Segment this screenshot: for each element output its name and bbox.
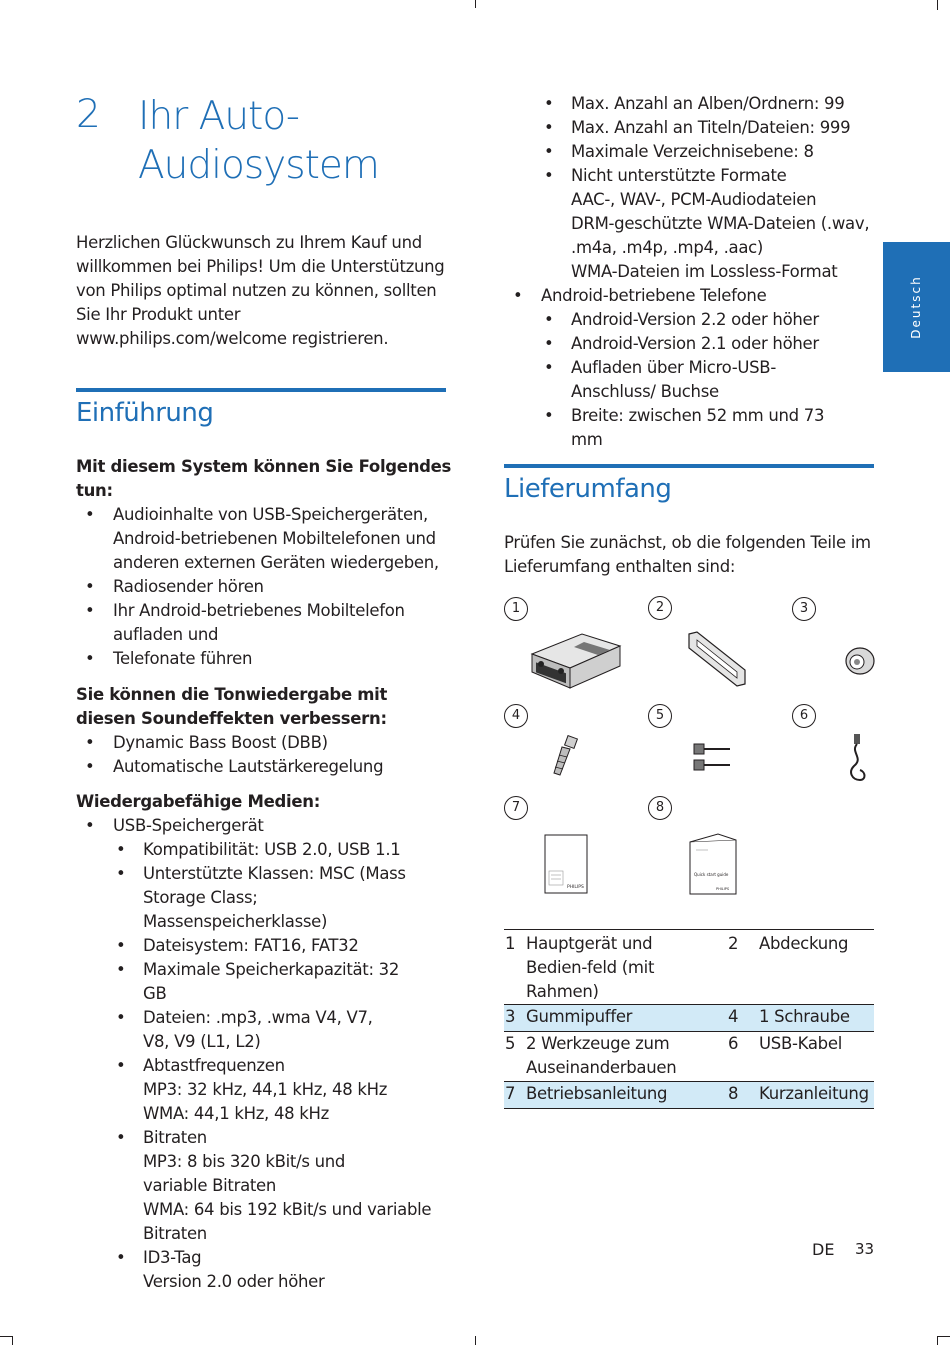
intro-column bbox=[76, 455, 456, 1294]
manual-illustration bbox=[543, 833, 591, 895]
sound-lead: Sie können die Tonwiedergabe mit diesen Soundeffekten verbessern: bbox=[76, 685, 388, 728]
chapter-title-line: Ihr Auto- bbox=[138, 94, 299, 139]
chapter-number: 2 bbox=[76, 92, 100, 137]
unsupported-item: DRM-geschützte WMA-Dateien (.wav, .m4a, .m4p, .mp4, .aac) bbox=[571, 214, 870, 257]
sampling-mp3: MP3: 32 kHz, 44,1 kHz, 48 kHz bbox=[143, 1080, 388, 1099]
chapter-title-line: Audiosystem bbox=[138, 143, 379, 188]
sound-list bbox=[76, 731, 456, 779]
bitrate-wma: WMA: 64 bis 192 kBit/s und variable Bitraten bbox=[143, 1200, 432, 1243]
language-tab-label: Deutsch bbox=[909, 275, 923, 339]
list-item: • Audioinhalte von USB-Speichergeräten, Android-betriebenen Mobiltelefonen und anderen externen Geräten wiedergeben, bbox=[76, 503, 456, 575]
right-column-specs bbox=[504, 92, 879, 452]
list-item: • Breite: zwischen 52 mm und 73 mm bbox=[541, 404, 841, 452]
table-cell: 4 bbox=[728, 1007, 739, 1026]
usb-spec-list bbox=[113, 838, 432, 1294]
features-list bbox=[76, 503, 456, 671]
list-item: • Aufladen über Micro-USB-Anschluss/ Buchse bbox=[541, 356, 836, 404]
crop-mark bbox=[12, 1336, 13, 1345]
android-list bbox=[504, 284, 879, 452]
table-cell: 1 Schraube bbox=[759, 1007, 850, 1026]
item-marker: 3 bbox=[792, 597, 816, 621]
list-item: • Maximale Verzeichnisebene: 8 bbox=[541, 140, 879, 164]
table-row bbox=[504, 1082, 874, 1109]
section-rule bbox=[504, 464, 874, 468]
item-marker: 7 bbox=[504, 796, 528, 820]
list-item: • Dynamic Bass Boost (DBB) bbox=[76, 731, 456, 755]
bitrate-mp3: MP3: 8 bis 320 kBit/s und variable Bitraten bbox=[143, 1152, 346, 1195]
list-item bbox=[541, 164, 879, 284]
id3-version: Version 2.0 oder höher bbox=[143, 1272, 325, 1291]
list-item: • Max. Anzahl an Alben/Ordnern: 99 bbox=[541, 92, 879, 116]
quick-start-illustration bbox=[688, 832, 740, 896]
unsupported-label: • Nicht unterstützte Formate bbox=[571, 166, 787, 185]
parts-table bbox=[504, 929, 874, 1109]
list-item bbox=[113, 1246, 413, 1294]
crop-mark bbox=[475, 0, 476, 8]
list-item bbox=[113, 1054, 413, 1126]
table-cell: 1 bbox=[505, 934, 516, 953]
list-item: • Max. Anzahl an Titeln/Dateien: 999 bbox=[541, 116, 879, 140]
list-item: • Dateien: .mp3, .wma V4, V7, V8, V9 (L1, L2) bbox=[113, 1006, 393, 1054]
table-cell: 5 bbox=[505, 1034, 516, 1053]
quick-start-text: Quick start guide bbox=[694, 872, 729, 877]
list-item: • Unterstützte Klassen: MSC (Mass Storage Class; Massenspeicherklasse) bbox=[113, 862, 413, 934]
table-cell: 8 bbox=[728, 1084, 739, 1103]
page-number: 33 bbox=[855, 1240, 875, 1258]
crop-mark bbox=[475, 1336, 476, 1345]
media-lead: Wiedergabefähige Medien: bbox=[76, 792, 321, 811]
id3-label: • ID3-Tag bbox=[143, 1248, 202, 1267]
features-lead: Mit diesem System können Sie Folgendes tun: bbox=[76, 457, 452, 500]
android-lead: Android-betriebene Telefone bbox=[541, 286, 767, 305]
usb-cable-illustration bbox=[842, 732, 872, 784]
rubber-buffer-illustration bbox=[843, 645, 877, 677]
table-cell: USB-Kabel bbox=[759, 1034, 842, 1053]
table-row bbox=[504, 1005, 874, 1032]
unsupported-item: WMA-Dateien im Lossless-Format bbox=[571, 262, 838, 281]
table-cell: Hauptgerät und Bedien-feld (mit Rahmen) bbox=[526, 934, 655, 1001]
table-cell: 7 bbox=[505, 1084, 516, 1103]
list-item bbox=[113, 1126, 432, 1246]
media-usb: USB-Speichergerät bbox=[113, 816, 264, 835]
list-item: • Android-Version 2.2 oder höher bbox=[541, 308, 841, 332]
language-tab bbox=[883, 242, 950, 372]
screw-illustration bbox=[548, 735, 580, 780]
list-item: • Kompatibilität: USB 2.0, USB 1.1 bbox=[113, 838, 413, 862]
sampling-wma: WMA: 44,1 kHz, 48 kHz bbox=[143, 1104, 330, 1123]
crop-mark bbox=[0, 1336, 12, 1337]
item-marker: 4 bbox=[504, 704, 528, 728]
limits-list bbox=[541, 92, 879, 284]
table-cell: Abdeckung bbox=[759, 934, 849, 953]
table-cell: Betriebsanleitung bbox=[526, 1084, 668, 1103]
box-lead: Prüfen Sie zunächst, ob die folgenden Teile im Lieferumfang enthalten sind: bbox=[504, 533, 871, 576]
table-cell: 2 bbox=[728, 934, 739, 953]
list-item: • Radiosender hören bbox=[76, 575, 456, 599]
section-rule bbox=[76, 388, 446, 392]
item-marker: 6 bbox=[792, 704, 816, 728]
crop-mark bbox=[937, 1336, 938, 1345]
crop-mark bbox=[938, 1336, 950, 1337]
list-item: • Android-Version 2.1 oder höher bbox=[541, 332, 841, 356]
list-item bbox=[76, 814, 456, 1294]
table-cell: 3 bbox=[505, 1007, 516, 1026]
item-marker: 8 bbox=[648, 796, 672, 820]
chapter-title bbox=[138, 92, 458, 190]
table-row bbox=[504, 1032, 874, 1082]
section-title: Einführung bbox=[76, 398, 214, 428]
intro-paragraph: Herzlichen Glückwunsch zu Ihrem Kauf und willkommen bei Philips! Um die Unterstützung von Philips optimal nutzen zu können, sollten Sie Ihr Produkt unter www.philips.com/welcome registrieren. bbox=[76, 233, 445, 348]
list-item: • Automatische Lautstärkeregelung bbox=[76, 755, 456, 779]
quick-start-brand: PHILIPS bbox=[716, 887, 730, 891]
list-item: • Maximale Speicherkapazität: 32 GB bbox=[113, 958, 413, 1006]
head-unit-illustration bbox=[524, 628, 624, 692]
section-title: Lieferumfang bbox=[504, 474, 672, 504]
crop-mark bbox=[937, 0, 938, 10]
tools-illustration bbox=[690, 742, 732, 774]
unsupported-item: AAC-, WAV-, PCM-Audiodateien bbox=[571, 190, 817, 209]
list-item: • Dateisystem: FAT16, FAT32 bbox=[113, 934, 413, 958]
list-item bbox=[504, 284, 879, 452]
footer-language: DE bbox=[812, 1240, 835, 1259]
sampling-label: • Abtastfrequenzen bbox=[143, 1056, 285, 1075]
list-item: • Ihr Android-betriebenes Mobiltelefon aufladen und bbox=[76, 599, 456, 647]
table-cell: Kurzanleitung bbox=[759, 1084, 869, 1103]
cover-illustration bbox=[685, 630, 750, 688]
table-cell: 6 bbox=[728, 1034, 739, 1053]
item-marker: 1 bbox=[504, 597, 528, 621]
table-row bbox=[504, 930, 874, 1005]
bitrate-label: • Bitraten bbox=[143, 1128, 207, 1147]
list-item: • Telefonate führen bbox=[76, 647, 456, 671]
table-cell: Gummipuffer bbox=[526, 1007, 633, 1026]
android-spec-list bbox=[541, 308, 841, 452]
manual-brand: PHILIPS bbox=[567, 885, 584, 890]
media-list bbox=[76, 814, 456, 1294]
item-marker: 5 bbox=[648, 704, 672, 728]
item-marker: 2 bbox=[648, 596, 672, 620]
table-cell: 2 Werkzeuge zum Auseinanderbauen bbox=[526, 1034, 677, 1077]
